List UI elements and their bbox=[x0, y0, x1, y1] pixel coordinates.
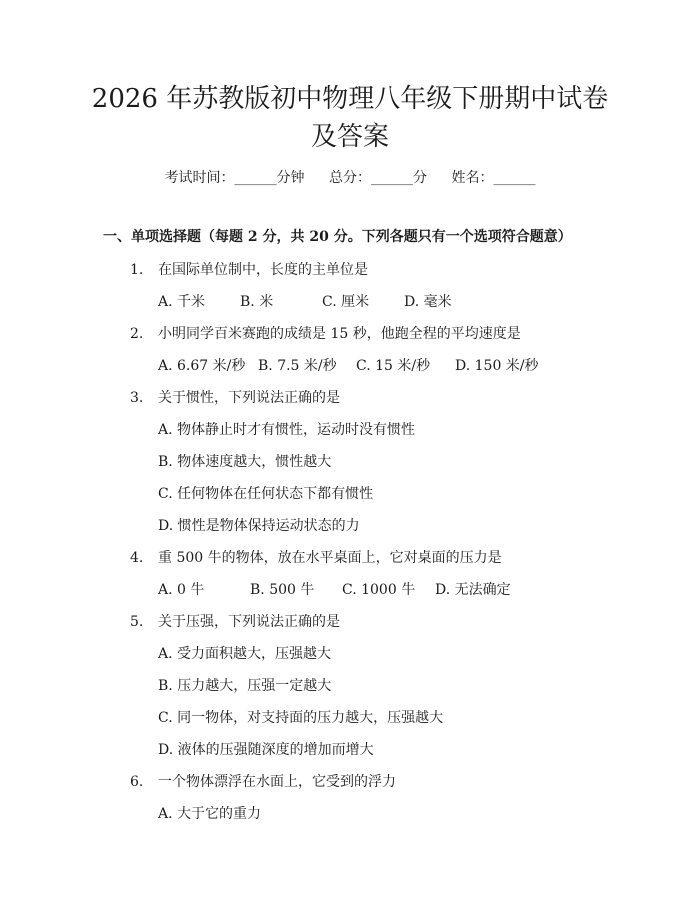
option: A. 千米 bbox=[158, 294, 206, 310]
option: A. 大于它的重力 bbox=[158, 806, 262, 822]
question-stem: 一个物体漂浮在水面上，它受到的浮力 bbox=[158, 774, 396, 790]
question-number: 6. bbox=[130, 774, 144, 790]
option: A. 6.67 米/秒 bbox=[158, 358, 246, 374]
option: B. 7.5 米/秒 bbox=[258, 358, 337, 374]
question-number: 4. bbox=[130, 550, 144, 566]
option: B. 米 bbox=[240, 294, 274, 310]
question bbox=[130, 323, 690, 345]
question-number: 5. bbox=[130, 614, 144, 630]
option: D. 150 米/秒 bbox=[455, 358, 539, 374]
question bbox=[130, 547, 690, 569]
option: D. 毫米 bbox=[404, 294, 452, 310]
title-line-1: 2026 年苏教版初中物理八年级下册期中试卷 bbox=[91, 84, 609, 114]
question-stem: 重 500 牛的物体，放在水平桌面上，它对桌面的压力是 bbox=[158, 550, 502, 566]
option: B. 压力越大，压强一定越大 bbox=[158, 678, 332, 694]
option: D. 惯性是物体保持运动状态的力 bbox=[158, 518, 360, 534]
exam-meta bbox=[0, 167, 700, 189]
student-name-field: 姓名：______ bbox=[451, 170, 536, 186]
question bbox=[130, 771, 690, 793]
option: A. 受力面积越大，压强越大 bbox=[158, 646, 332, 662]
option: C. 1000 牛 bbox=[342, 582, 416, 598]
question-stem: 关于惯性，下列说法正确的是 bbox=[158, 390, 340, 406]
option: D. 无法确定 bbox=[435, 582, 511, 598]
title-line-2: 及答案 bbox=[310, 122, 389, 152]
option: C. 任何物体在任何状态下都有惯性 bbox=[158, 486, 374, 502]
option: B. 500 牛 bbox=[250, 582, 315, 598]
question bbox=[130, 611, 690, 633]
question-number: 1. bbox=[130, 262, 144, 278]
question-stem: 在国际单位制中，长度的主单位是 bbox=[158, 262, 368, 278]
option: A. 物体静止时才有惯性，运动时没有惯性 bbox=[158, 422, 416, 438]
question-stem: 小明同学百米赛跑的成绩是 15 秒，他跑全程的平均速度是 bbox=[158, 326, 521, 342]
question-number: 2. bbox=[130, 326, 144, 342]
page-title bbox=[60, 80, 640, 156]
option: B. 物体速度越大，惯性越大 bbox=[158, 454, 332, 470]
option: D. 液体的压强随深度的增加而增大 bbox=[158, 742, 374, 758]
question-number: 3. bbox=[130, 390, 144, 406]
total-score-field: 总分：______分 bbox=[329, 170, 427, 186]
option: A. 0 牛 bbox=[158, 582, 205, 598]
option: C. 15 米/秒 bbox=[356, 358, 431, 374]
section-heading: 一、单项选择题（每题 2 分，共 20 分。下列各题只有一个选项符合题意） bbox=[103, 229, 572, 245]
option: C. 同一物体，对支持面的压力越大，压强越大 bbox=[158, 710, 444, 726]
question bbox=[130, 387, 690, 409]
option: C. 厘米 bbox=[322, 294, 370, 310]
exam-time-field: 考试时间：______分钟 bbox=[164, 170, 305, 186]
question-stem: 关于压强，下列说法正确的是 bbox=[158, 614, 340, 630]
question bbox=[130, 259, 690, 281]
